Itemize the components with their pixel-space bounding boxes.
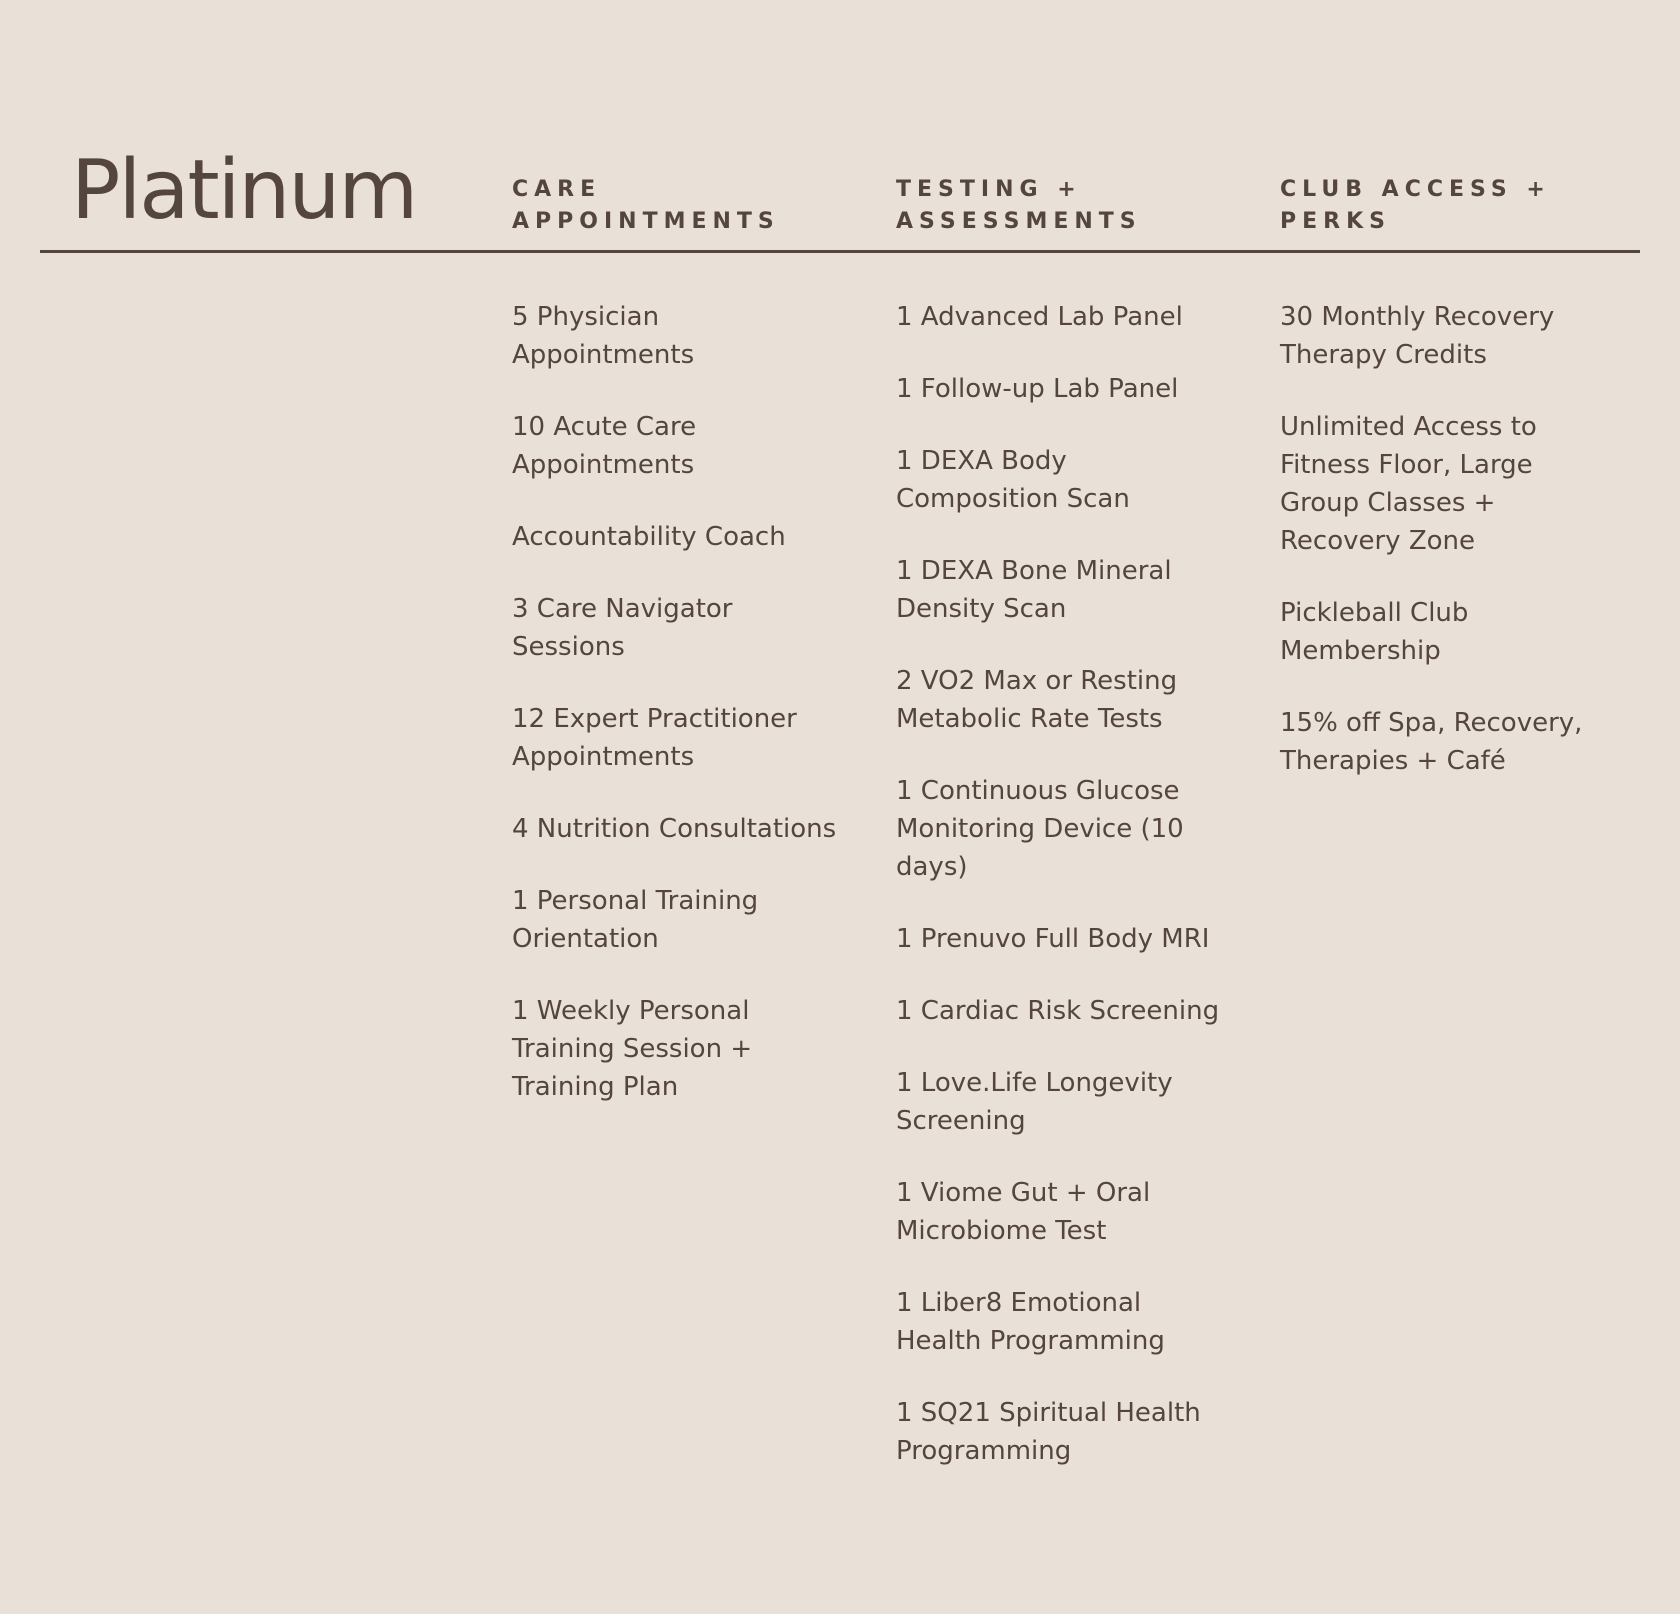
list-item: 1 Cardiac Risk Screening (896, 996, 1220, 1026)
column-header-line: APPOINTMENTS (512, 209, 780, 234)
list-item: 10 Acute Care Appointments (512, 412, 697, 480)
list-item: 2 VO2 Max or Resting Metabolic Rate Tests (896, 666, 1178, 734)
column-header-club-access-perks (1280, 174, 1640, 238)
list-item: 4 Nutrition Consultations (512, 814, 837, 844)
column-header-testing-assessments (896, 174, 1256, 238)
column-header-line: PERKS (1280, 209, 1391, 234)
testing-assessments-list (896, 298, 1226, 1504)
list-item: 1 DEXA Bone Mineral Density Scan (896, 556, 1172, 624)
column-header-line: TESTING + (896, 177, 1082, 202)
care-appointments-list (512, 298, 842, 1140)
list-item: 1 Advanced Lab Panel (896, 302, 1183, 332)
list-item: 12 Expert Practitioner Appointments (512, 704, 797, 772)
column-header-line: ASSESSMENTS (896, 209, 1142, 234)
tier-title: Platinum (71, 143, 417, 238)
list-item: 15% off Spa, Recovery, Therapies + Café (1280, 708, 1583, 776)
list-item: Accountability Coach (512, 522, 786, 552)
list-item: Unlimited Access to Fitness Floor, Large Group Classes + Recovery Zone (1280, 412, 1537, 556)
list-item: 1 Viome Gut + Oral Microbiome Test (896, 1178, 1151, 1246)
list-item: 1 Prenuvo Full Body MRI (896, 924, 1210, 954)
list-item: 1 Continuous Glucose Monitoring Device (10 days) (896, 776, 1184, 882)
list-item: 1 Weekly Personal Training Session + Training Plan (512, 996, 753, 1102)
list-item: 3 Care Navigator Sessions (512, 594, 733, 662)
list-item: 1 Personal Training Orientation (512, 886, 759, 954)
list-item: 1 Liber8 Emotional Health Programming (896, 1288, 1165, 1356)
plan-header (40, 143, 1640, 253)
club-access-perks-list (1280, 298, 1610, 814)
list-item: 1 Love.Life Longevity Screening (896, 1068, 1173, 1136)
list-item: Pickleball Club Membership (1280, 598, 1469, 666)
list-item: 30 Monthly Recovery Therapy Credits (1280, 302, 1555, 370)
column-header-line: CARE (512, 177, 602, 202)
list-item: 5 Physician Appointments (512, 302, 695, 370)
column-header-line: CLUB ACCESS + (1280, 177, 1551, 202)
list-item: 1 Follow-up Lab Panel (896, 374, 1179, 404)
list-item: 1 DEXA Body Composition Scan (896, 446, 1130, 514)
list-item: 1 SQ21 Spiritual Health Programming (896, 1398, 1201, 1466)
column-header-care-appointments (512, 174, 872, 238)
